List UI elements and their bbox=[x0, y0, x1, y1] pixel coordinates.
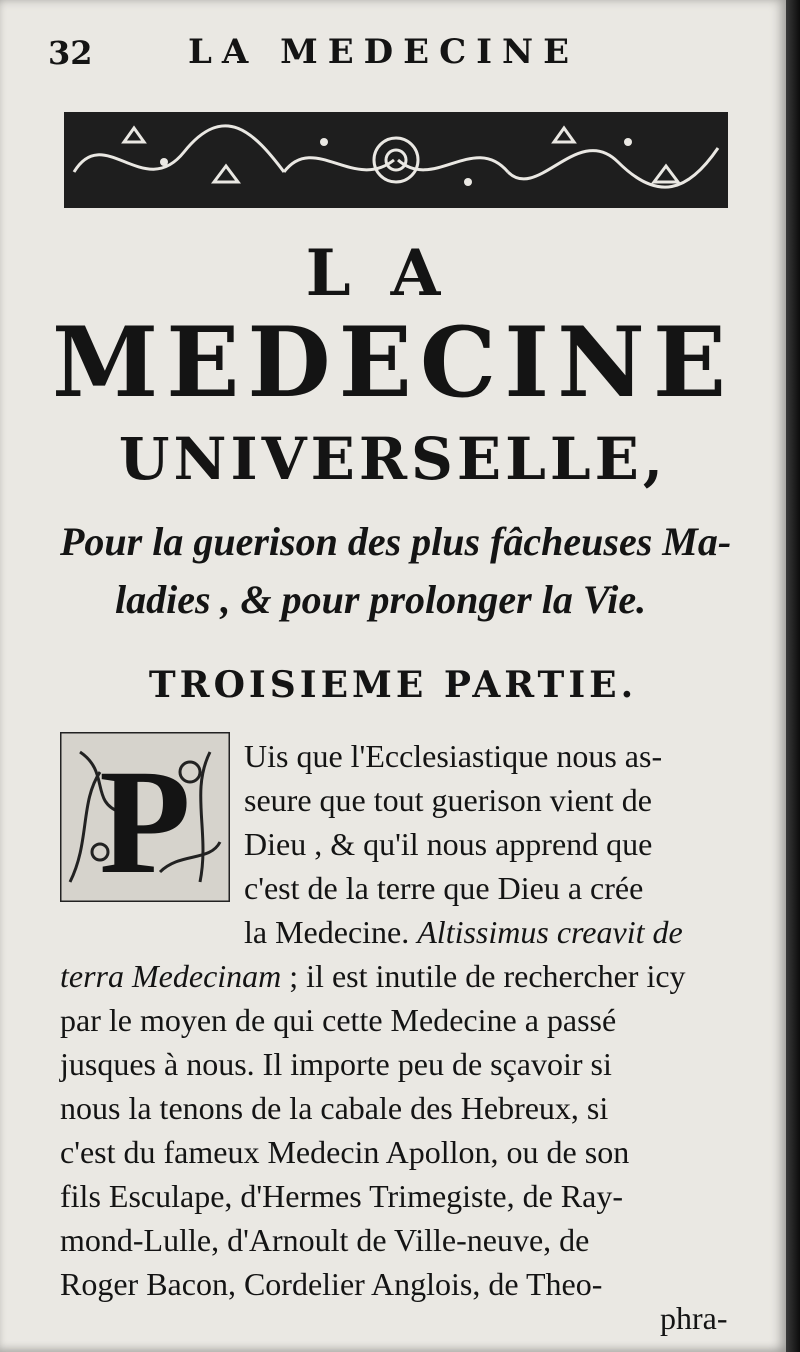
body-line-6-italic: terra Medecinam bbox=[60, 958, 282, 994]
drop-cap bbox=[60, 732, 230, 902]
title-line-3: UNIVERSELLE, bbox=[118, 425, 668, 493]
body-line-6-roman: ; il est inutile de rechercher icy bbox=[289, 958, 686, 994]
running-title: LA MEDECINE bbox=[188, 32, 580, 72]
body-line-5-roman: la Medecine. bbox=[244, 914, 418, 950]
ornamental-headpiece bbox=[64, 112, 728, 208]
page-number: 32 bbox=[48, 34, 93, 72]
body-line-5 bbox=[244, 914, 683, 951]
body-line-7: par le moyen de qui cette Medecine a passé bbox=[60, 1002, 617, 1038]
title-line-1: LA bbox=[305, 236, 481, 311]
drop-cap-ornament bbox=[60, 732, 230, 902]
drop-cap-letter: P bbox=[99, 739, 191, 902]
body-line-13: Roger Bacon, Cordelier Anglois, de Theo- bbox=[60, 1266, 603, 1302]
body-line-10: c'est du fameux Medecin Apollon, ou de son bbox=[60, 1134, 630, 1170]
body-line-11: fils Esculape, d'Hermes Trimegiste, de Ray- bbox=[60, 1178, 623, 1214]
body-line-5-italic: Altissimus creavit de bbox=[417, 914, 683, 950]
body-line-3: Dieu , & qu'il nous apprend que bbox=[244, 826, 653, 862]
body-line-4: c'est de la terre que Dieu a crée bbox=[244, 870, 644, 906]
page-edge bbox=[786, 0, 800, 1352]
description-line-1: Pour la guerison des plus fâcheuses Ma- bbox=[60, 519, 732, 564]
body-line-8: jusques à nous. Il importe peu de sçavoir si bbox=[60, 1046, 612, 1082]
body-line-9: nous la tenons de la cabale des Hebreux, si bbox=[60, 1090, 609, 1126]
running-head bbox=[48, 28, 768, 78]
description-line-2: ladies , & pour prolonger la Vie. bbox=[115, 577, 647, 622]
body-line-6 bbox=[60, 958, 686, 995]
body-line-2: seure que tout guerison vient de bbox=[244, 782, 652, 818]
catchword: phra- bbox=[660, 1300, 728, 1336]
body-line-12: mond-Lulle, d'Arnoult de Ville-neuve, de bbox=[60, 1222, 590, 1258]
title-line-2: MEDECINE bbox=[51, 306, 735, 419]
part-heading: TROISIEME PARTIE. bbox=[148, 664, 638, 706]
body-line-1: Uis que l'Ecclesiastique nous as- bbox=[244, 738, 663, 774]
